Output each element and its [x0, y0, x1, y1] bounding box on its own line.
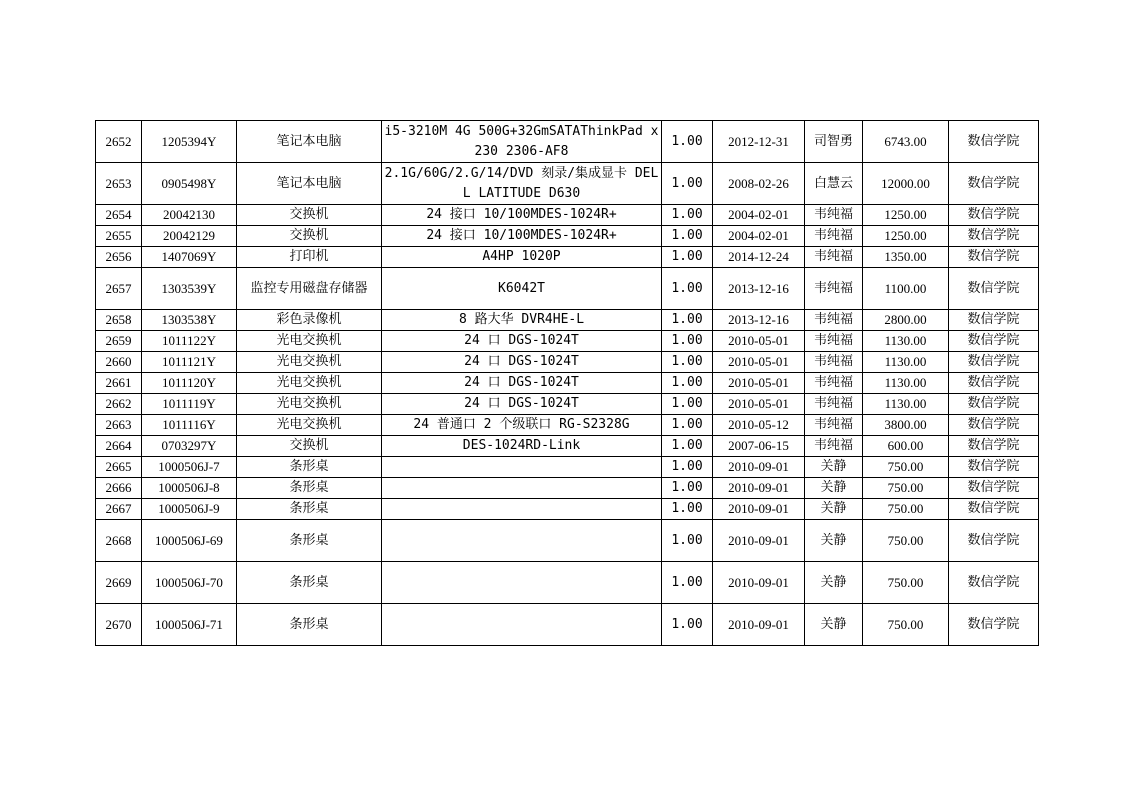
cell-department: 数信学院 [949, 205, 1039, 226]
cell-quantity: 1.00 [662, 520, 713, 562]
cell-custodian: 白慧云 [805, 163, 863, 205]
cell-asset-name: 笔记本电脑 [237, 163, 382, 205]
cell-asset-code: 20042129 [142, 226, 237, 247]
cell-custodian: 韦纯福 [805, 268, 863, 310]
cell-quantity: 1.00 [662, 373, 713, 394]
cell-price: 6743.00 [863, 121, 949, 163]
cell-specification: 24 接口 10/100MDES-1024R+ [382, 226, 662, 247]
cell-specification: DES-1024RD-Link [382, 436, 662, 457]
cell-custodian: 韦纯福 [805, 373, 863, 394]
cell-asset-code: 1011120Y [142, 373, 237, 394]
cell-purchase-date: 2010-09-01 [713, 499, 805, 520]
cell-price: 1130.00 [863, 394, 949, 415]
table-body [96, 121, 1039, 646]
cell-asset-code: 1011116Y [142, 415, 237, 436]
cell-department: 数信学院 [949, 268, 1039, 310]
cell-custodian: 司智勇 [805, 121, 863, 163]
cell-price: 750.00 [863, 562, 949, 604]
table-row [96, 520, 1039, 562]
cell-asset-code: 0905498Y [142, 163, 237, 205]
cell-purchase-date: 2013-12-16 [713, 268, 805, 310]
cell-asset-name: 光电交换机 [237, 331, 382, 352]
cell-department: 数信学院 [949, 394, 1039, 415]
cell-price: 3800.00 [863, 415, 949, 436]
cell-number: 2666 [96, 478, 142, 499]
cell-price: 750.00 [863, 499, 949, 520]
cell-price: 750.00 [863, 478, 949, 499]
cell-asset-code: 20042130 [142, 205, 237, 226]
cell-custodian: 关静 [805, 520, 863, 562]
cell-price: 1250.00 [863, 226, 949, 247]
cell-number: 2669 [96, 562, 142, 604]
cell-asset-code: 1000506J-71 [142, 604, 237, 646]
cell-purchase-date: 2010-09-01 [713, 520, 805, 562]
cell-specification [382, 499, 662, 520]
cell-department: 数信学院 [949, 457, 1039, 478]
cell-asset-name: 条形桌 [237, 604, 382, 646]
cell-asset-code: 1000506J-70 [142, 562, 237, 604]
table-row [96, 499, 1039, 520]
cell-quantity: 1.00 [662, 457, 713, 478]
cell-number: 2662 [96, 394, 142, 415]
cell-quantity: 1.00 [662, 562, 713, 604]
cell-quantity: 1.00 [662, 415, 713, 436]
cell-specification [382, 604, 662, 646]
cell-asset-name: 条形桌 [237, 520, 382, 562]
cell-number: 2653 [96, 163, 142, 205]
cell-quantity: 1.00 [662, 331, 713, 352]
cell-asset-name: 光电交换机 [237, 352, 382, 373]
cell-specification: 24 口 DGS-1024T [382, 394, 662, 415]
cell-asset-name: 交换机 [237, 436, 382, 457]
cell-specification: 24 口 DGS-1024T [382, 331, 662, 352]
cell-department: 数信学院 [949, 247, 1039, 268]
cell-purchase-date: 2007-06-15 [713, 436, 805, 457]
cell-custodian: 关静 [805, 457, 863, 478]
cell-custodian: 韦纯福 [805, 394, 863, 415]
table-row [96, 226, 1039, 247]
cell-custodian: 韦纯福 [805, 331, 863, 352]
cell-purchase-date: 2012-12-31 [713, 121, 805, 163]
cell-number: 2665 [96, 457, 142, 478]
cell-number: 2659 [96, 331, 142, 352]
cell-asset-name: 笔记本电脑 [237, 121, 382, 163]
cell-quantity: 1.00 [662, 163, 713, 205]
cell-asset-code: 1011121Y [142, 352, 237, 373]
table-row [96, 562, 1039, 604]
cell-specification: 24 接口 10/100MDES-1024R+ [382, 205, 662, 226]
cell-purchase-date: 2004-02-01 [713, 205, 805, 226]
cell-purchase-date: 2014-12-24 [713, 247, 805, 268]
cell-department: 数信学院 [949, 520, 1039, 562]
cell-department: 数信学院 [949, 121, 1039, 163]
cell-specification: i5-3210M 4G 500G+32GmSATAThinkPad x230 2306-AF8 [382, 121, 662, 163]
cell-number: 2657 [96, 268, 142, 310]
cell-asset-code: 1205394Y [142, 121, 237, 163]
cell-asset-name: 光电交换机 [237, 415, 382, 436]
table-row [96, 163, 1039, 205]
cell-number: 2667 [96, 499, 142, 520]
cell-specification: K6042T [382, 268, 662, 310]
cell-asset-name: 条形桌 [237, 457, 382, 478]
table-row [96, 310, 1039, 331]
cell-asset-name: 条形桌 [237, 499, 382, 520]
cell-purchase-date: 2010-09-01 [713, 604, 805, 646]
table-row [96, 352, 1039, 373]
cell-price: 1250.00 [863, 205, 949, 226]
cell-department: 数信学院 [949, 562, 1039, 604]
cell-purchase-date: 2010-05-12 [713, 415, 805, 436]
cell-department: 数信学院 [949, 415, 1039, 436]
cell-asset-name: 监控专用磁盘存储器 [237, 268, 382, 310]
asset-table [95, 120, 1039, 646]
table-row [96, 247, 1039, 268]
cell-custodian: 韦纯福 [805, 310, 863, 331]
cell-asset-code: 1011119Y [142, 394, 237, 415]
cell-price: 1130.00 [863, 352, 949, 373]
cell-price: 1130.00 [863, 373, 949, 394]
table-row [96, 268, 1039, 310]
cell-price: 600.00 [863, 436, 949, 457]
cell-price: 750.00 [863, 520, 949, 562]
cell-department: 数信学院 [949, 604, 1039, 646]
cell-price: 750.00 [863, 457, 949, 478]
cell-price: 1350.00 [863, 247, 949, 268]
table-row [96, 205, 1039, 226]
cell-department: 数信学院 [949, 478, 1039, 499]
cell-asset-name: 彩色录像机 [237, 310, 382, 331]
cell-quantity: 1.00 [662, 121, 713, 163]
cell-custodian: 关静 [805, 478, 863, 499]
cell-price: 12000.00 [863, 163, 949, 205]
table-row [96, 121, 1039, 163]
cell-purchase-date: 2010-05-01 [713, 394, 805, 415]
cell-specification [382, 562, 662, 604]
cell-asset-name: 打印机 [237, 247, 382, 268]
cell-specification: 24 口 DGS-1024T [382, 352, 662, 373]
cell-specification [382, 520, 662, 562]
cell-number: 2664 [96, 436, 142, 457]
cell-number: 2660 [96, 352, 142, 373]
cell-purchase-date: 2010-05-01 [713, 352, 805, 373]
cell-department: 数信学院 [949, 436, 1039, 457]
cell-number: 2654 [96, 205, 142, 226]
table-row [96, 331, 1039, 352]
cell-number: 2663 [96, 415, 142, 436]
table-row [96, 373, 1039, 394]
cell-asset-name: 交换机 [237, 205, 382, 226]
cell-quantity: 1.00 [662, 499, 713, 520]
cell-quantity: 1.00 [662, 226, 713, 247]
cell-number: 2670 [96, 604, 142, 646]
cell-department: 数信学院 [949, 163, 1039, 205]
cell-quantity: 1.00 [662, 205, 713, 226]
cell-quantity: 1.00 [662, 604, 713, 646]
cell-quantity: 1.00 [662, 478, 713, 499]
cell-purchase-date: 2010-09-01 [713, 562, 805, 604]
cell-price: 750.00 [863, 604, 949, 646]
cell-price: 1130.00 [863, 331, 949, 352]
cell-number: 2655 [96, 226, 142, 247]
cell-purchase-date: 2004-02-01 [713, 226, 805, 247]
cell-quantity: 1.00 [662, 436, 713, 457]
cell-number: 2656 [96, 247, 142, 268]
cell-department: 数信学院 [949, 226, 1039, 247]
cell-quantity: 1.00 [662, 352, 713, 373]
cell-asset-code: 1303538Y [142, 310, 237, 331]
cell-quantity: 1.00 [662, 310, 713, 331]
cell-department: 数信学院 [949, 499, 1039, 520]
cell-custodian: 韦纯福 [805, 205, 863, 226]
table-row [96, 604, 1039, 646]
table-row [96, 436, 1039, 457]
cell-asset-code: 1000506J-69 [142, 520, 237, 562]
table-row [96, 394, 1039, 415]
cell-purchase-date: 2010-09-01 [713, 478, 805, 499]
cell-specification [382, 478, 662, 499]
cell-custodian: 韦纯福 [805, 247, 863, 268]
cell-quantity: 1.00 [662, 247, 713, 268]
cell-purchase-date: 2010-09-01 [713, 457, 805, 478]
cell-custodian: 韦纯福 [805, 436, 863, 457]
cell-department: 数信学院 [949, 373, 1039, 394]
cell-purchase-date: 2013-12-16 [713, 310, 805, 331]
cell-custodian: 韦纯福 [805, 352, 863, 373]
cell-purchase-date: 2008-02-26 [713, 163, 805, 205]
cell-specification: 8 路大华 DVR4HE-L [382, 310, 662, 331]
cell-number: 2668 [96, 520, 142, 562]
cell-asset-name: 交换机 [237, 226, 382, 247]
cell-specification [382, 457, 662, 478]
cell-purchase-date: 2010-05-01 [713, 373, 805, 394]
cell-specification: 24 口 DGS-1024T [382, 373, 662, 394]
cell-department: 数信学院 [949, 352, 1039, 373]
table-row [96, 478, 1039, 499]
cell-asset-name: 条形桌 [237, 478, 382, 499]
cell-price: 2800.00 [863, 310, 949, 331]
cell-custodian: 韦纯福 [805, 226, 863, 247]
table-row [96, 457, 1039, 478]
cell-asset-name: 光电交换机 [237, 394, 382, 415]
cell-quantity: 1.00 [662, 268, 713, 310]
cell-asset-name: 条形桌 [237, 562, 382, 604]
cell-asset-code: 1303539Y [142, 268, 237, 310]
cell-asset-name: 光电交换机 [237, 373, 382, 394]
cell-purchase-date: 2010-05-01 [713, 331, 805, 352]
table-row [96, 415, 1039, 436]
cell-price: 1100.00 [863, 268, 949, 310]
cell-asset-code: 1000506J-7 [142, 457, 237, 478]
cell-number: 2661 [96, 373, 142, 394]
cell-number: 2652 [96, 121, 142, 163]
cell-specification: 24 普通口 2 个级联口 RG-S2328G [382, 415, 662, 436]
cell-quantity: 1.00 [662, 394, 713, 415]
cell-number: 2658 [96, 310, 142, 331]
cell-custodian: 关静 [805, 499, 863, 520]
cell-asset-code: 1000506J-8 [142, 478, 237, 499]
cell-department: 数信学院 [949, 310, 1039, 331]
cell-custodian: 关静 [805, 604, 863, 646]
cell-department: 数信学院 [949, 331, 1039, 352]
cell-asset-code: 0703297Y [142, 436, 237, 457]
cell-asset-code: 1011122Y [142, 331, 237, 352]
cell-asset-code: 1407069Y [142, 247, 237, 268]
cell-custodian: 关静 [805, 562, 863, 604]
cell-custodian: 韦纯福 [805, 415, 863, 436]
cell-asset-code: 1000506J-9 [142, 499, 237, 520]
cell-specification: 2.1G/60G/2.G/14/DVD 刻录/集成显卡 DELL LATITUDE D630 [382, 163, 662, 205]
cell-specification: A4HP 1020P [382, 247, 662, 268]
